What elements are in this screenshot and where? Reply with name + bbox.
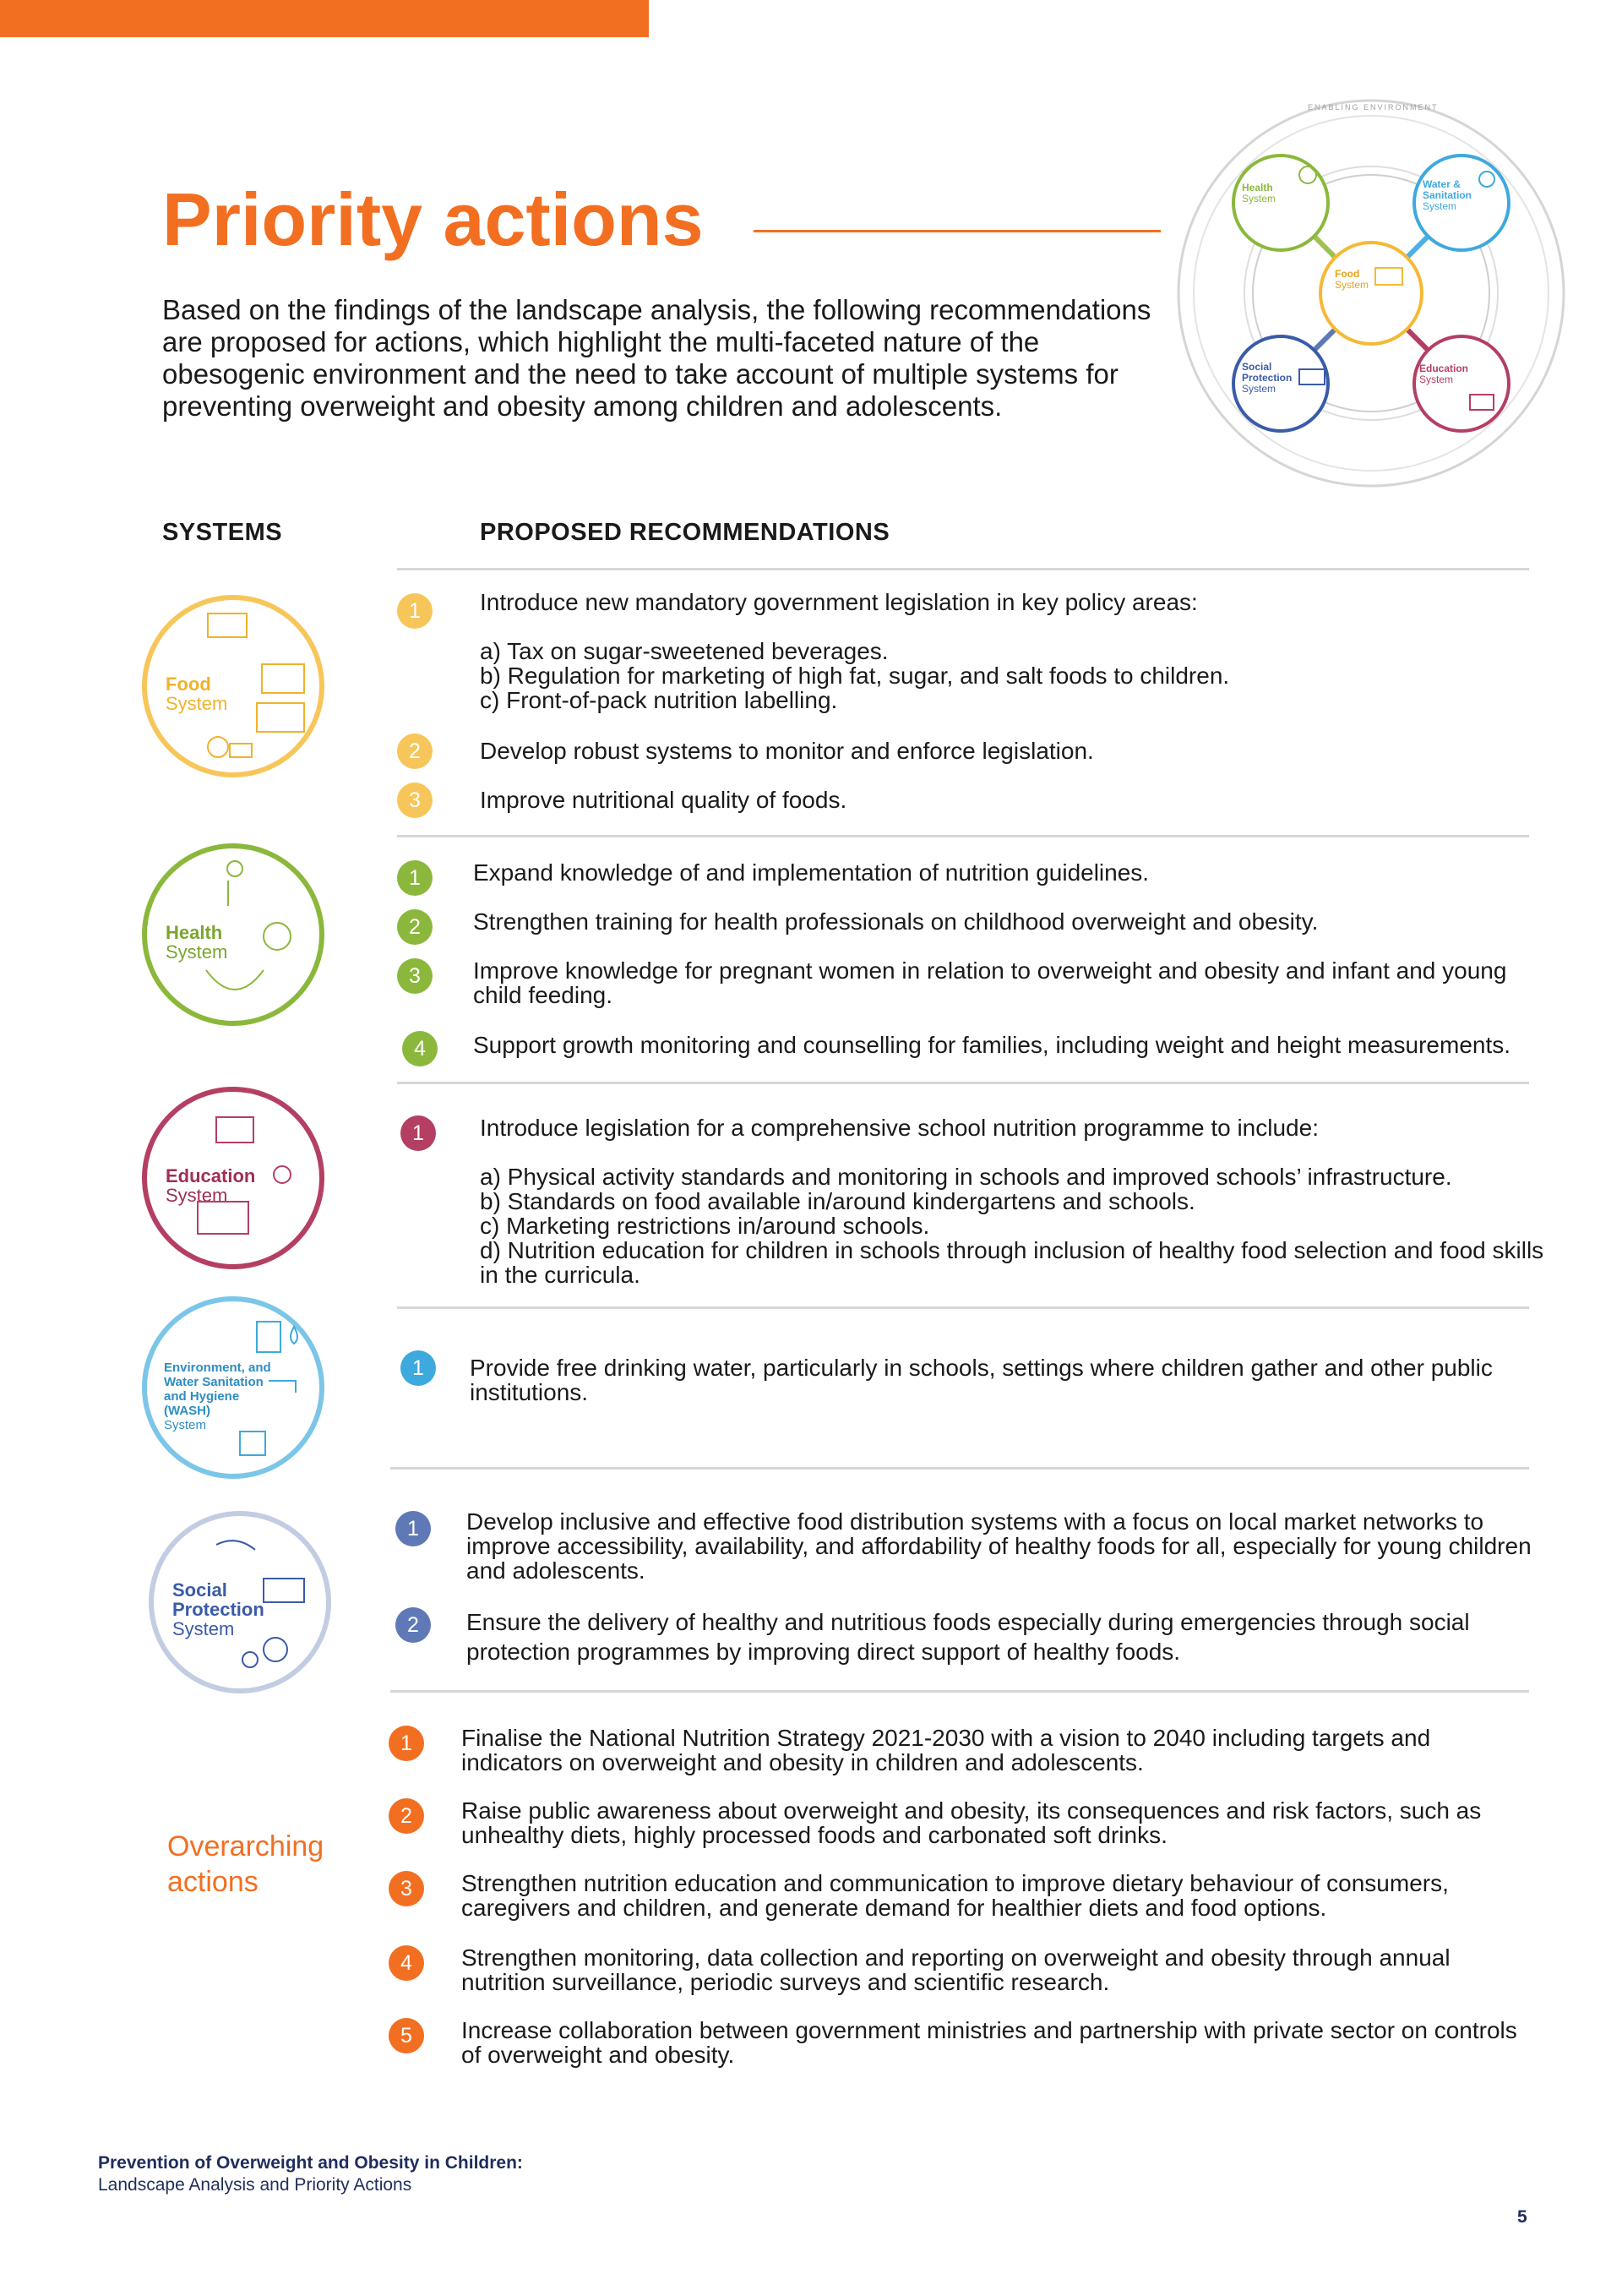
food-system-title: Food <box>166 674 211 695</box>
social-protection-system-sub: System <box>172 1618 235 1639</box>
education-system-badge <box>142 1087 324 1269</box>
wash-divider <box>390 1467 1529 1470</box>
social-item-1-number: 1 <box>395 1511 431 1546</box>
food-system-sub: System <box>166 693 228 714</box>
health-item-4: Support growth monitoring and counselling for families, including weight and height measurements. <box>473 1032 1511 1058</box>
social-item-2: Ensure the delivery of healthy and nutritious foods especially during emergencies through social protection programmes by improving direct support of healthy foods. <box>466 1609 1470 1665</box>
overarching-item-5: Increase collaboration between government ministries and partnership with private sector on controls of overweight and obesity. <box>461 2017 1517 2068</box>
food-system-badge <box>142 595 324 777</box>
wash-system-sub: System <box>164 1418 207 1432</box>
health-item-1-number: 1 <box>397 860 433 896</box>
health-item-2-number: 2 <box>397 909 433 945</box>
overarching-item-1: Finalise the National Nutrition Strategy 2021-2030 with a vision to 2040 including targets and indicators on overweight and obesity in children and adolescents. <box>461 1725 1431 1775</box>
health-divider <box>397 1082 1529 1084</box>
wash-item-1: Provide free drinking water, particularly in schools, settings where children gather and other public institutions. <box>470 1355 1493 1405</box>
overarching-item-4: Strengthen monitoring, data collection and reporting on overweight and obesity through annual nutrition surveillance, periodic surveys and scientific research. <box>461 1944 1451 1995</box>
social-item-2-number: 2 <box>395 1607 431 1643</box>
health-icons <box>142 843 324 1026</box>
header-divider <box>397 568 1529 570</box>
intro-paragraph: Based on the findings of the landscape analysis, the following recommendations are proposed for actions, which highlight the multi-faceted nature of the obesogenic environment and the need to take account of multiple systems for preventing overweight and obesity among children and adolescents. <box>162 294 1151 422</box>
diagram-node-social: Social Protection System <box>1242 361 1293 395</box>
social-protection-icons <box>149 1511 331 1693</box>
overarching-item-3-number: 3 <box>389 1871 424 1906</box>
education-system-sub: System <box>166 1185 228 1206</box>
wash-system-title: Environment, and Water Sanitation and Hygiene (WASH) <box>164 1361 271 1418</box>
overarching-item-3: Strengthen nutrition education and communication to improve dietary behaviour of consumers, caregivers and children, and generate demand for healthier diets and food options. <box>461 1870 1449 1921</box>
overarching-item-1-number: 1 <box>389 1726 424 1761</box>
health-system-badge <box>142 843 324 1026</box>
food-item-1: Introduce new mandatory government legislation in key policy areas: a) Tax on sugar-sweetened beverages. b) Regulation for marketing of high fat, sugar, and salt foods to children. c) Front-of-pack nutrition labelling. <box>480 589 1230 713</box>
food-item-3: Improve nutritional quality of foods. <box>480 787 847 813</box>
food-item-3-number: 3 <box>397 783 433 818</box>
food-item-2: Develop robust systems to monitor and enforce legislation. <box>480 738 1094 764</box>
wash-item-1-number: 1 <box>400 1350 436 1386</box>
overarching-label: Overarching actions <box>167 1830 324 1898</box>
page-number: 5 <box>1517 2207 1527 2227</box>
diagram-node-health: Health System <box>1242 182 1276 205</box>
food-icons <box>142 595 324 777</box>
overarching-item-2: Raise public awareness about overweight and obesity, its consequences and risk factors, such as unhealthy diets, highly processed foods and carbonated soft drinks. <box>461 1797 1482 1848</box>
health-system-title: Health <box>166 922 223 943</box>
page-title: Priority actions <box>162 177 704 261</box>
diagram-node-food: Food System <box>1335 268 1369 291</box>
recommendations-column-header: PROPOSED RECOMMENDATIONS <box>480 519 890 546</box>
social-protection-system-badge <box>149 1511 331 1693</box>
overarching-item-4-number: 4 <box>389 1945 424 1981</box>
systems-diagram <box>1173 95 1570 492</box>
health-item-2: Strengthen training for health professionals on childhood overweight and obesity. <box>473 908 1319 935</box>
education-item-1: Introduce legislation for a comprehensive school nutrition programme to include: a) Physical activity standards and monitoring in schools and improved schools’ infrastructure. b) Standards on food available in/around kindergartens and schools. c) Marketing restrictions in/around schools. d) Nutrition education for children in schools through inclusion of healthy food selection and food skills in the curricula. <box>480 1115 1544 1288</box>
social-protection-system-title: Social Protection <box>172 1579 264 1620</box>
health-item-1: Expand knowledge of and implementation of nutrition guidelines. <box>473 859 1150 886</box>
systems-column-header: SYSTEMS <box>162 519 283 546</box>
education-item-1-number: 1 <box>400 1115 436 1151</box>
diagram-node-water: Water & Sanitation System <box>1423 178 1472 212</box>
wash-icons <box>142 1296 324 1479</box>
overarching-item-2-number: 2 <box>389 1798 424 1834</box>
food-item-1-number: 1 <box>397 593 433 629</box>
education-icons <box>142 1087 324 1269</box>
health-item-4-number: 4 <box>402 1031 438 1066</box>
education-system-title: Education <box>166 1165 256 1186</box>
overarching-item-5-number: 5 <box>389 2018 424 2053</box>
social-item-1: Develop inclusive and effective food distribution systems with a focus on local market networks to improve accessibility, availability, and affordability of healthy foods for all, especially for young children and adolescents. <box>466 1508 1532 1584</box>
health-system-sub: System <box>166 941 228 963</box>
footer-subtitle: Landscape Analysis and Priority Actions <box>98 2175 412 2195</box>
education-divider <box>397 1306 1529 1309</box>
food-item-2-number: 2 <box>397 734 433 769</box>
social-divider <box>390 1690 1529 1693</box>
diagram-node-education: Education System <box>1419 363 1469 385</box>
diagram-ring-label: ENABLING ENVIRONMENT <box>1308 103 1439 112</box>
footer-title: Prevention of Overweight and Obesity in Children: <box>98 2153 523 2173</box>
wash-system-badge <box>142 1296 324 1479</box>
health-item-3-number: 3 <box>397 958 433 994</box>
health-item-3: Improve knowledge for pregnant women in relation to overweight and obesity and infant and young child feeding. <box>473 957 1507 1008</box>
title-underline <box>754 230 1161 232</box>
top-accent-bar <box>0 0 649 37</box>
food-divider <box>397 835 1529 837</box>
systems-diagram-graphic <box>1173 95 1570 492</box>
